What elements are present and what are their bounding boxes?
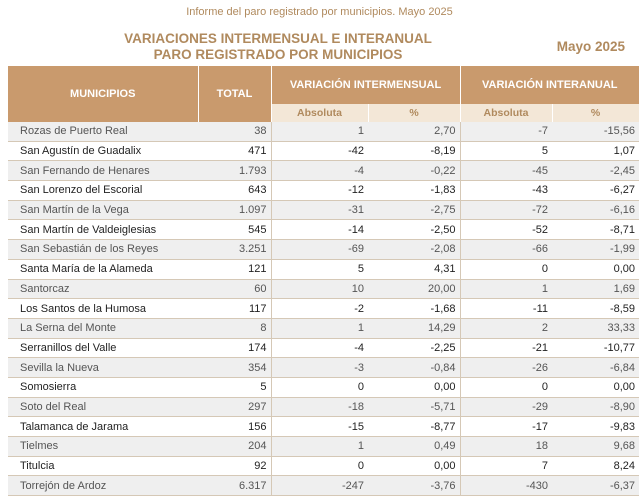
cell-intermensual-absoluta: 1 — [271, 318, 368, 338]
cell-interanual-percent: 0,00 — [552, 259, 639, 279]
cell-total: 8 — [198, 318, 271, 338]
cell-municipio: Los Santos de la Humosa — [8, 299, 198, 319]
cell-interanual-percent: -8,59 — [552, 299, 639, 319]
cell-municipio: Rozas de Puerto Real — [8, 122, 198, 141]
cell-municipio: San Lorenzo del Escorial — [8, 181, 198, 201]
cell-municipio: Santa María de la Alameda — [8, 259, 198, 279]
cell-intermensual-absoluta: 0 — [271, 377, 368, 397]
cell-intermensual-absoluta: -3 — [271, 358, 368, 378]
cell-interanual-absoluta: -11 — [460, 299, 552, 319]
cell-total: 1.793 — [198, 161, 271, 181]
cell-intermensual-absoluta: -2 — [271, 299, 368, 319]
cell-interanual-absoluta: -43 — [460, 181, 552, 201]
cell-total: 1.097 — [198, 200, 271, 220]
cell-total: 174 — [198, 338, 271, 358]
cell-intermensual-absoluta: 10 — [271, 279, 368, 299]
cell-intermensual-absoluta: 5 — [271, 259, 368, 279]
cell-interanual-percent: 1,07 — [552, 141, 639, 161]
cell-intermensual-absoluta: -247 — [271, 476, 368, 496]
cell-interanual-percent: -6,84 — [552, 358, 639, 378]
cell-intermensual-absoluta: 0 — [271, 456, 368, 476]
cell-interanual-percent: 1,69 — [552, 279, 639, 299]
cell-total: 354 — [198, 358, 271, 378]
cell-total: 471 — [198, 141, 271, 161]
cell-interanual-absoluta: -29 — [460, 397, 552, 417]
cell-total: 156 — [198, 417, 271, 437]
table-row — [8, 259, 639, 279]
table-row — [8, 161, 639, 181]
cell-interanual-absoluta: 18 — [460, 437, 552, 457]
cell-intermensual-percent: 0,49 — [368, 437, 460, 457]
table-row — [8, 437, 639, 457]
cell-intermensual-percent: -1,68 — [368, 299, 460, 319]
cell-intermensual-percent: -0,84 — [368, 358, 460, 378]
cell-intermensual-percent: 0,00 — [368, 456, 460, 476]
subheader-interanual-absoluta: Absoluta — [460, 104, 552, 122]
table-row — [8, 220, 639, 240]
cell-intermensual-absoluta: -4 — [271, 338, 368, 358]
table-row — [8, 476, 639, 496]
cell-intermensual-percent: -3,76 — [368, 476, 460, 496]
cell-intermensual-absoluta: -4 — [271, 161, 368, 181]
cell-interanual-absoluta: -7 — [460, 122, 552, 141]
table-row — [8, 397, 639, 417]
cell-total: 121 — [198, 259, 271, 279]
cell-intermensual-absoluta: -31 — [271, 200, 368, 220]
cell-intermensual-absoluta: -69 — [271, 240, 368, 260]
cell-interanual-absoluta: -66 — [460, 240, 552, 260]
cell-interanual-absoluta: 2 — [460, 318, 552, 338]
cell-total: 92 — [198, 456, 271, 476]
cell-interanual-absoluta: 7 — [460, 456, 552, 476]
cell-intermensual-percent: -8,19 — [368, 141, 460, 161]
cell-intermensual-percent: 2,70 — [368, 122, 460, 141]
col-header-intermensual: VARIACIÓN INTERMENSUAL — [271, 66, 460, 104]
cell-interanual-absoluta: -52 — [460, 220, 552, 240]
cell-interanual-percent: -8,90 — [552, 397, 639, 417]
cell-interanual-percent: 8,24 — [552, 456, 639, 476]
cell-municipio: Serranillos del Valle — [8, 338, 198, 358]
subheader-intermensual-percent: % — [368, 104, 460, 122]
cell-interanual-absoluta: -430 — [460, 476, 552, 496]
cell-intermensual-percent: -1,83 — [368, 181, 460, 201]
col-header-municipios: MUNICIPIOS — [8, 66, 198, 122]
cell-interanual-percent: -2,45 — [552, 161, 639, 181]
cell-intermensual-percent: -2,75 — [368, 200, 460, 220]
table-row — [8, 417, 639, 437]
cell-interanual-percent: -6,37 — [552, 476, 639, 496]
cell-interanual-percent: 0,00 — [552, 377, 639, 397]
cell-total: 3.251 — [198, 240, 271, 260]
cell-municipio: San Sebastián de los Reyes — [8, 240, 198, 260]
cell-interanual-absoluta: 0 — [460, 377, 552, 397]
cell-interanual-percent: -8,71 — [552, 220, 639, 240]
cell-interanual-percent: -6,27 — [552, 181, 639, 201]
cell-total: 5 — [198, 377, 271, 397]
cell-intermensual-absoluta: 1 — [271, 437, 368, 457]
cell-interanual-absoluta: -45 — [460, 161, 552, 181]
cell-intermensual-absoluta: 1 — [271, 122, 368, 141]
cell-total: 643 — [198, 181, 271, 201]
cell-interanual-absoluta: 1 — [460, 279, 552, 299]
cell-municipio: Tielmes — [8, 437, 198, 457]
cell-municipio: La Serna del Monte — [8, 318, 198, 338]
cell-municipio: San Martín de Valdeiglesias — [8, 220, 198, 240]
cell-intermensual-percent: 4,31 — [368, 259, 460, 279]
cell-municipio: San Agustín de Guadalix — [8, 141, 198, 161]
cell-municipio: Titulcia — [8, 456, 198, 476]
table-row — [8, 200, 639, 220]
cell-intermensual-percent: 14,29 — [368, 318, 460, 338]
cell-municipio: San Fernando de Henares — [8, 161, 198, 181]
cell-intermensual-absoluta: -18 — [271, 397, 368, 417]
cell-interanual-percent: -6,16 — [552, 200, 639, 220]
cell-total: 6.317 — [198, 476, 271, 496]
cell-intermensual-absoluta: -12 — [271, 181, 368, 201]
cell-interanual-percent: -1,99 — [552, 240, 639, 260]
cell-municipio: Sevilla la Nueva — [8, 358, 198, 378]
cell-municipio: Torrejón de Ardoz — [8, 476, 198, 496]
report-title-line1: VARIACIONES INTERMENSUAL E INTERANUAL — [124, 31, 432, 46]
table-row — [8, 240, 639, 260]
cell-interanual-absoluta: -72 — [460, 200, 552, 220]
cell-intermensual-percent: -2,08 — [368, 240, 460, 260]
subheader-intermensual-absoluta: Absoluta — [271, 104, 368, 122]
col-header-total: TOTAL — [198, 66, 271, 122]
table-row — [8, 279, 639, 299]
cell-intermensual-absoluta: -42 — [271, 141, 368, 161]
cell-interanual-percent: -9,83 — [552, 417, 639, 437]
table-row — [8, 318, 639, 338]
table-row — [8, 358, 639, 378]
cell-municipio: Somosierra — [8, 377, 198, 397]
cell-total: 297 — [198, 397, 271, 417]
cell-intermensual-percent: -2,50 — [368, 220, 460, 240]
cell-interanual-percent: -15,56 — [552, 122, 639, 141]
cell-interanual-absoluta: 5 — [460, 141, 552, 161]
cell-interanual-percent: 33,33 — [552, 318, 639, 338]
table-row — [8, 141, 639, 161]
report-title-line2: PARO REGISTRADO POR MUNICIPIOS — [153, 47, 403, 62]
cell-interanual-absoluta: -17 — [460, 417, 552, 437]
col-header-interanual: VARIACIÓN INTERANUAL — [460, 66, 639, 104]
cell-intermensual-percent: -8,77 — [368, 417, 460, 437]
cell-intermensual-absoluta: -15 — [271, 417, 368, 437]
cell-total: 117 — [198, 299, 271, 319]
cell-intermensual-absoluta: -14 — [271, 220, 368, 240]
subheader-interanual-percent: % — [552, 104, 639, 122]
cell-intermensual-percent: -0,22 — [368, 161, 460, 181]
cell-interanual-absoluta: -26 — [460, 358, 552, 378]
cell-interanual-absoluta: 0 — [460, 259, 552, 279]
cell-interanual-percent: -10,77 — [552, 338, 639, 358]
cell-interanual-percent: 9,68 — [552, 437, 639, 457]
cell-total: 545 — [198, 220, 271, 240]
cell-municipio: San Martín de la Vega — [8, 200, 198, 220]
cell-total: 204 — [198, 437, 271, 457]
table-row — [8, 122, 639, 141]
table-row — [8, 456, 639, 476]
table-row — [8, 181, 639, 201]
cell-total: 60 — [198, 279, 271, 299]
variations-table — [8, 66, 639, 496]
table-row — [8, 338, 639, 358]
cell-intermensual-percent: -2,25 — [368, 338, 460, 358]
table-row — [8, 377, 639, 397]
cell-intermensual-percent: 0,00 — [368, 377, 460, 397]
report-subtitle: Informe del paro registrado por municipios. Mayo 2025 — [186, 6, 453, 18]
cell-intermensual-percent: -5,71 — [368, 397, 460, 417]
report-period: Mayo 2025 — [556, 39, 625, 54]
cell-intermensual-percent: 20,00 — [368, 279, 460, 299]
cell-municipio: Talamanca de Jarama — [8, 417, 198, 437]
cell-municipio: Santorcaz — [8, 279, 198, 299]
cell-municipio: Soto del Real — [8, 397, 198, 417]
cell-total: 38 — [198, 122, 271, 141]
cell-interanual-absoluta: -21 — [460, 338, 552, 358]
table-row — [8, 299, 639, 319]
